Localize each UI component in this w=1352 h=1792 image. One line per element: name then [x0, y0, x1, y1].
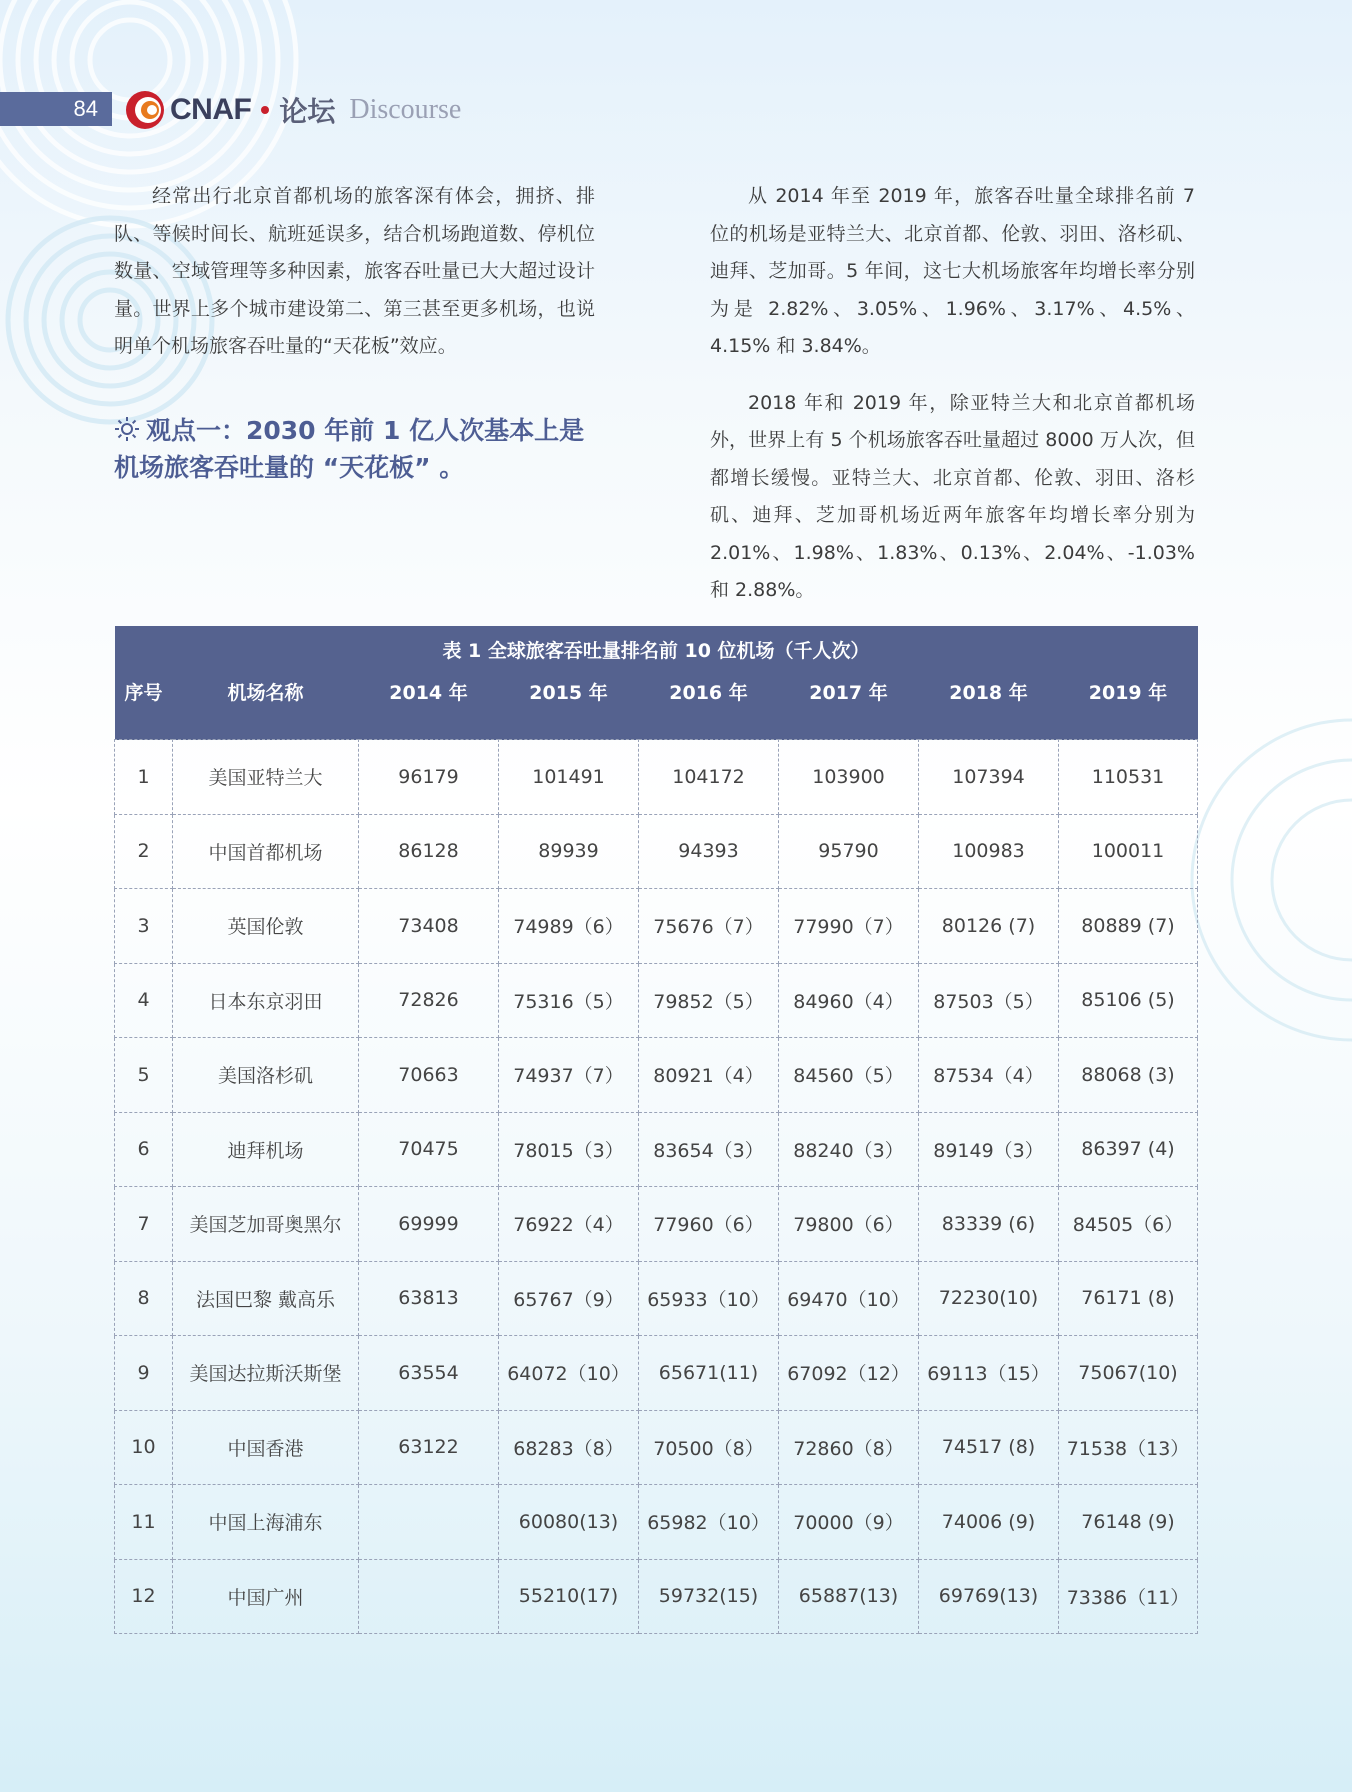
- passenger-count-cell: 74989（6）: [499, 889, 639, 964]
- table-row: [115, 889, 1198, 964]
- airport-name-cell: 中国首都机场: [173, 814, 359, 889]
- rank-cell: 10: [115, 1410, 173, 1485]
- passenger-count-cell: 70475: [359, 1112, 499, 1187]
- passenger-count-cell: 74937（7）: [499, 1038, 639, 1113]
- table-row: [115, 1559, 1198, 1634]
- table-row: [115, 1112, 1198, 1187]
- passenger-count-cell: [359, 1485, 499, 1560]
- passenger-count-cell: 104172: [639, 740, 779, 815]
- passenger-count-cell: 85106 (5): [1059, 963, 1198, 1038]
- airport-name-cell: 中国广州: [173, 1559, 359, 1634]
- passenger-count-cell: 107394: [919, 740, 1059, 815]
- rank-cell: 9: [115, 1336, 173, 1411]
- passenger-count-cell: 87534（4）: [919, 1038, 1059, 1113]
- passenger-count-cell: 75316（5）: [499, 963, 639, 1038]
- rank-cell: 6: [115, 1112, 173, 1187]
- header-cell: 2018 年: [919, 672, 1059, 740]
- passenger-count-cell: 73386（11）: [1059, 1559, 1198, 1634]
- passenger-count-cell: [359, 1559, 499, 1634]
- passenger-count-cell: 79800（6）: [779, 1187, 919, 1262]
- airport-name-cell: 法国巴黎 戴高乐: [173, 1261, 359, 1336]
- airport-name-cell: 中国香港: [173, 1410, 359, 1485]
- table-row: [115, 740, 1198, 815]
- passenger-count-cell: 60080(13): [499, 1485, 639, 1560]
- right-column: [710, 178, 1195, 610]
- passenger-count-cell: 67092（12）: [779, 1336, 919, 1411]
- heading-text: 观点一：2030 年前 1 亿人次基本上是机场旅客吞吐量的 “天花板” 。: [114, 416, 585, 482]
- section-title-en: Discourse: [349, 94, 462, 125]
- table-row: [115, 1038, 1198, 1113]
- table-row: [115, 1410, 1198, 1485]
- passenger-count-cell: 73408: [359, 889, 499, 964]
- passenger-count-cell: 83339 (6): [919, 1187, 1059, 1262]
- table-header-row: [115, 672, 1198, 740]
- rank-cell: 2: [115, 814, 173, 889]
- passenger-count-cell: 72230(10): [919, 1261, 1059, 1336]
- passenger-count-cell: 65767（9）: [499, 1261, 639, 1336]
- passenger-count-cell: 72826: [359, 963, 499, 1038]
- passenger-count-cell: 65933（10）: [639, 1261, 779, 1336]
- passenger-count-cell: 83654（3）: [639, 1112, 779, 1187]
- passenger-count-cell: 55210(17): [499, 1559, 639, 1634]
- airport-name-cell: 美国洛杉矶: [173, 1038, 359, 1113]
- header-cell: 机场名称: [173, 672, 359, 740]
- passenger-count-cell: 77960（6）: [639, 1187, 779, 1262]
- brand-separator-dot: [261, 106, 269, 114]
- passenger-count-cell: 68283（8）: [499, 1410, 639, 1485]
- passenger-count-cell: 95790: [779, 814, 919, 889]
- passenger-count-cell: 88240（3）: [779, 1112, 919, 1187]
- table-body: [115, 740, 1198, 1634]
- passenger-count-cell: 110531: [1059, 740, 1198, 815]
- passenger-count-cell: 84560（5）: [779, 1038, 919, 1113]
- passenger-count-cell: 88068 (3): [1059, 1038, 1198, 1113]
- header-cell: 2014 年: [359, 672, 499, 740]
- passenger-count-cell: 89149（3）: [919, 1112, 1059, 1187]
- header-cell: 2015 年: [499, 672, 639, 740]
- passenger-count-cell: 69470（10）: [779, 1261, 919, 1336]
- table-caption: 表 1 全球旅客吞吐量排名前 10 位机场（千人次）: [115, 626, 1198, 672]
- passenger-count-cell: 86128: [359, 814, 499, 889]
- left-column: [114, 178, 595, 366]
- passenger-count-cell: 63554: [359, 1336, 499, 1411]
- brand-name: CNAF: [170, 93, 252, 126]
- passenger-count-cell: 80921（4）: [639, 1038, 779, 1113]
- table-row: [115, 1485, 1198, 1560]
- rank-cell: 12: [115, 1559, 173, 1634]
- rank-cell: 11: [115, 1485, 173, 1560]
- section-title-cn: 论坛: [279, 95, 336, 128]
- passenger-count-cell: 87503（5）: [919, 963, 1059, 1038]
- passenger-count-cell: 84505（6）: [1059, 1187, 1198, 1262]
- passenger-count-cell: 69999: [359, 1187, 499, 1262]
- rank-cell: 7: [115, 1187, 173, 1262]
- passenger-count-cell: 75676（7）: [639, 889, 779, 964]
- passenger-count-cell: 64072（10）: [499, 1336, 639, 1411]
- passenger-count-cell: 63122: [359, 1410, 499, 1485]
- left-paragraph: 经常出行北京首都机场的旅客深有体会，拥挤、排队、等候时间长、航班延误多，结合机场跑道数、停机位数量、空域管理等多种因素，旅客吞吐量已大大超过设计量。世界上多个城市建设第二、第三甚至更多机场，也说明单个机场旅客吞吐量的“天花板”效应。: [114, 185, 595, 357]
- passenger-count-cell: 96179: [359, 740, 499, 815]
- passenger-count-cell: 76171 (8): [1059, 1261, 1198, 1336]
- passenger-count-cell: 76922（4）: [499, 1187, 639, 1262]
- passenger-count-cell: 69113（15）: [919, 1336, 1059, 1411]
- airport-name-cell: 迪拜机场: [173, 1112, 359, 1187]
- page-number: 84: [0, 92, 112, 126]
- table-row: [115, 1187, 1198, 1262]
- passenger-count-cell: 70000（9）: [779, 1485, 919, 1560]
- airport-name-cell: 中国上海浦东: [173, 1485, 359, 1560]
- table-row: [115, 814, 1198, 889]
- passenger-count-cell: 94393: [639, 814, 779, 889]
- airport-ranking-table: [114, 626, 1197, 1634]
- right-paragraph-2: 2018 年和 2019 年，除亚特兰大和北京首都机场外，世界上有 5 个机场旅客吞吐量超过 8000 万人次，但都增长缓慢。亚特兰大、北京首都、伦敦、羽田、洛杉矶、迪拜、芝加哥机场近两年旅客年均增长率分别为 2.01%、1.98%、1.83%、0.13%、2.04%、-1.03% 和 2.88%。: [710, 391, 1195, 601]
- passenger-count-cell: 80889 (7): [1059, 889, 1198, 964]
- header-cell: 2019 年: [1059, 672, 1198, 740]
- passenger-count-cell: 59732(15): [639, 1559, 779, 1634]
- airport-name-cell: 英国伦敦: [173, 889, 359, 964]
- table-row: [115, 1261, 1198, 1336]
- passenger-count-cell: 89939: [499, 814, 639, 889]
- rank-cell: 8: [115, 1261, 173, 1336]
- table-row: [115, 963, 1198, 1038]
- passenger-count-cell: 76148 (9): [1059, 1485, 1198, 1560]
- passenger-count-cell: 101491: [499, 740, 639, 815]
- cnaf-logo-mark-icon: [124, 89, 166, 131]
- table-row: [115, 1336, 1198, 1411]
- header-cell: 序号: [115, 672, 173, 740]
- rank-cell: 4: [115, 963, 173, 1038]
- airport-name-cell: 日本东京羽田: [173, 963, 359, 1038]
- passenger-count-cell: 86397 (4): [1059, 1112, 1198, 1187]
- rank-cell: 1: [115, 740, 173, 815]
- rank-cell: 3: [115, 889, 173, 964]
- passenger-count-cell: 74006 (9): [919, 1485, 1059, 1560]
- passenger-count-cell: 77990（7）: [779, 889, 919, 964]
- section-heading: [114, 412, 604, 486]
- passenger-count-cell: 75067(10): [1059, 1336, 1198, 1411]
- passenger-count-cell: 103900: [779, 740, 919, 815]
- sun-ring-icon: [114, 416, 140, 442]
- airport-name-cell: 美国达拉斯沃斯堡: [173, 1336, 359, 1411]
- passenger-count-cell: 79852（5）: [639, 963, 779, 1038]
- header-cell: 2016 年: [639, 672, 779, 740]
- passenger-count-cell: 100011: [1059, 814, 1198, 889]
- passenger-count-cell: 63813: [359, 1261, 499, 1336]
- passenger-count-cell: 72860（8）: [779, 1410, 919, 1485]
- header-cell: 2017 年: [779, 672, 919, 740]
- passenger-count-cell: 69769(13): [919, 1559, 1059, 1634]
- passenger-count-cell: 65887(13): [779, 1559, 919, 1634]
- passenger-count-cell: 80126 (7): [919, 889, 1059, 964]
- passenger-count-cell: 65982（10）: [639, 1485, 779, 1560]
- rank-cell: 5: [115, 1038, 173, 1113]
- passenger-count-cell: 84960（4）: [779, 963, 919, 1038]
- passenger-count-cell: 71538（13）: [1059, 1410, 1198, 1485]
- passenger-count-cell: 78015（3）: [499, 1112, 639, 1187]
- passenger-count-cell: 100983: [919, 814, 1059, 889]
- passenger-count-cell: 70500（8）: [639, 1410, 779, 1485]
- passenger-count-cell: 65671(11): [639, 1336, 779, 1411]
- passenger-count-cell: 74517 (8): [919, 1410, 1059, 1485]
- passenger-count-cell: 70663: [359, 1038, 499, 1113]
- airport-name-cell: 美国亚特兰大: [173, 740, 359, 815]
- right-paragraph-1: 从 2014 年至 2019 年，旅客吞吐量全球排名前 7 位的机场是亚特兰大、北京首都、伦敦、羽田、洛杉矶、迪拜、芝加哥。5 年间，这七大机场旅客年均增长率分别为是 2.82%、3.05%、1.96%、3.17%、4.5%、4.15% 和 3.84%。: [710, 185, 1195, 357]
- airport-name-cell: 美国芝加哥奥黑尔: [173, 1187, 359, 1262]
- cnaf-logo: [124, 88, 461, 132]
